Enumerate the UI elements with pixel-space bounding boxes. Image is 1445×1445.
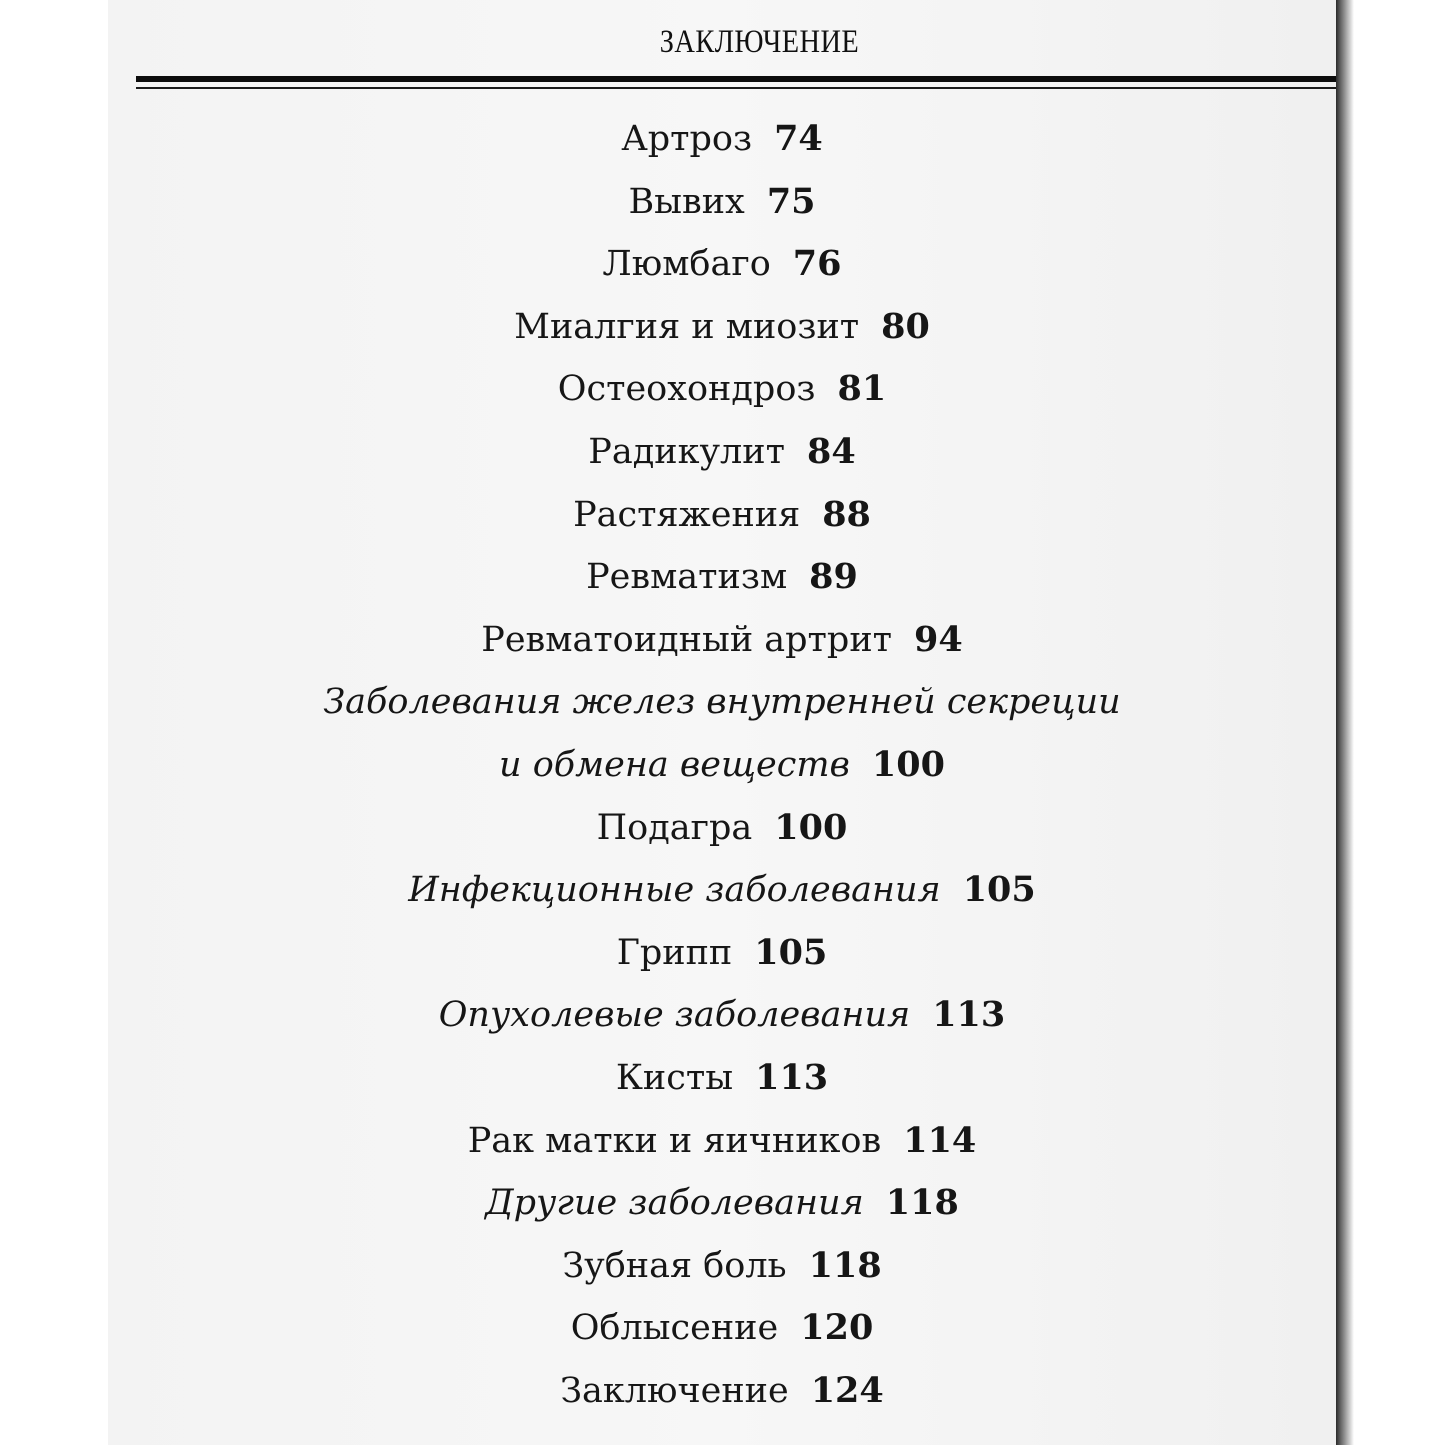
scan-right-edge-shadow [1336,0,1445,1445]
toc-entry [108,984,1336,1047]
toc-entry-page: 84 [806,430,856,472]
toc-entry [108,609,1336,672]
table-of-contents [108,108,1336,1422]
toc-entry [108,1235,1336,1298]
toc-entry-page: 88 [822,493,871,535]
toc-entry-page: 113 [932,994,1006,1036]
toc-entry-page: 81 [837,368,887,410]
toc-entry-title: Другие заболевания [485,1183,864,1224]
toc-entry-page: 100 [774,806,848,848]
toc-entry-title: Люмбаго [602,244,771,285]
toc-entry-title: и обмена веществ [499,744,850,785]
toc-entry-page: 80 [881,305,930,347]
toc-entry-title: Рак матки и яичников [467,1120,882,1161]
toc-entry-title: Заболевания желез внутренней секреции [323,682,1121,723]
toc-entry-page: 114 [903,1119,977,1161]
toc-entry [108,922,1336,985]
toc-entry [108,1360,1336,1423]
toc-entry-title: Опухолевые заболевания [438,995,911,1036]
header-rule-thin [136,87,1336,89]
toc-entry [108,1172,1336,1235]
toc-entry-page: 118 [808,1244,882,1286]
toc-entry-title: Облысение [570,1308,779,1349]
running-head: ЗАКЛЮЧЕНИЕ [659,24,860,60]
toc-entry [108,296,1336,359]
toc-entry-page: 74 [774,118,823,159]
toc-entry [108,1110,1336,1173]
toc-entry-title: Остеохондроз [557,369,816,410]
toc-entry-title: Ревматизм [586,557,788,598]
toc-entry-page: 113 [755,1056,829,1098]
toc-entry-page: 75 [766,180,816,222]
toc-entry-page: 76 [792,243,842,285]
toc-entry [108,859,1336,922]
toc-entry [108,233,1336,296]
toc-entry-page: 118 [885,1182,959,1224]
toc-entry-title: Вывих [628,181,745,222]
toc-entry-title: Подагра [596,807,753,848]
toc-entry-page: 105 [962,869,1036,911]
toc-entry-page: 100 [871,743,945,785]
toc-entry-page: 94 [914,618,963,660]
toc-entry [108,358,1336,421]
toc-entry-page: 124 [810,1369,884,1411]
toc-entry [108,484,1336,547]
toc-entry-title: Растяжения [573,494,801,535]
toc-entry [108,734,1336,797]
header-rule-thick [136,76,1336,82]
toc-entry-title: Зубная боль [562,1245,787,1286]
toc-entry [108,1297,1336,1360]
toc-entry [108,171,1336,234]
toc-entry-title: Инфекционные заболевания [408,870,941,911]
toc-entry-title: Грипп [616,932,733,973]
toc-entry-title: Артроз [621,119,753,159]
toc-entry [108,546,1336,609]
toc-entry-page: 105 [754,931,828,973]
toc-entry-page: 89 [809,556,858,598]
book-page [108,0,1336,1445]
toc-entry [108,108,1336,171]
toc-entry-page: 120 [800,1307,874,1349]
toc-entry-title: Миалгия и миозит [514,306,860,347]
toc-entry [108,797,1336,860]
toc-entry [108,1047,1336,1110]
toc-entry-title: Ревматоидный артрит [481,619,893,660]
toc-entry-title: Кисты [615,1057,734,1098]
toc-entry [108,671,1336,734]
toc-entry-title: Радикулит [588,431,785,472]
toc-entry-title: Заключение [560,1370,789,1411]
scan-left-margin [0,0,108,1445]
toc-entry [108,421,1336,484]
